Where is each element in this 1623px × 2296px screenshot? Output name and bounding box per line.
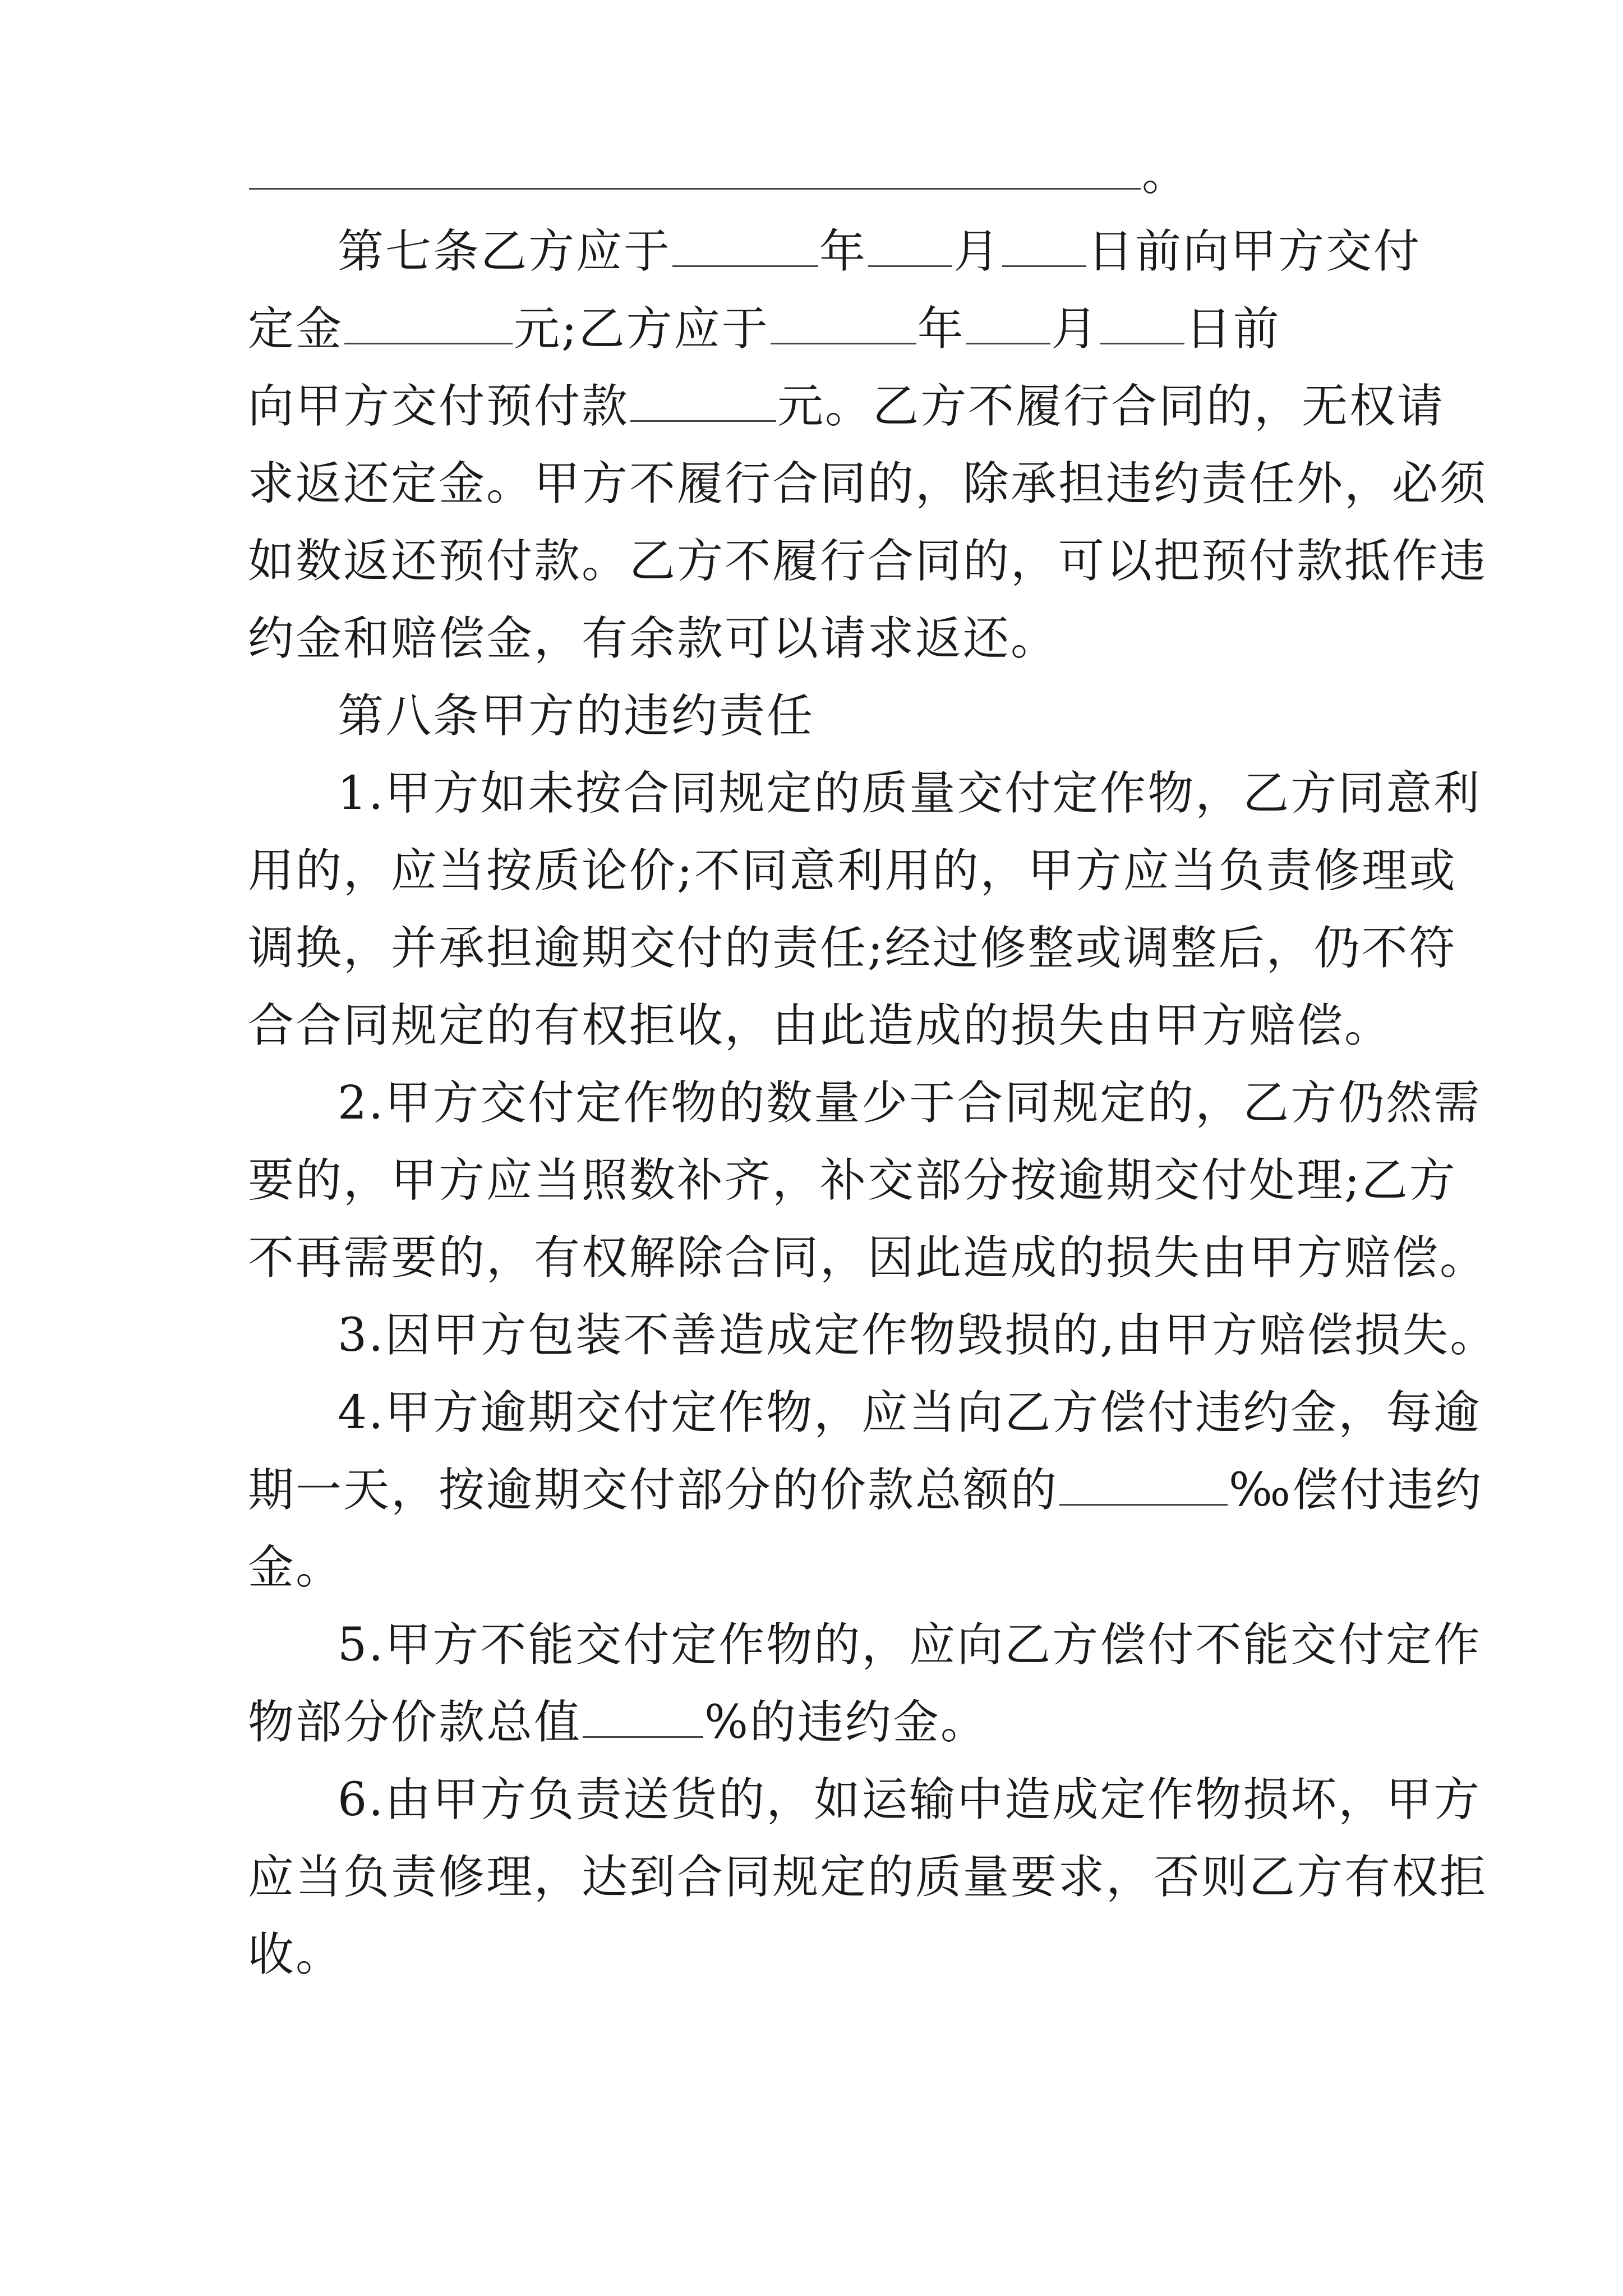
text-fragment: 第七条乙方应于 <box>338 225 672 278</box>
text-fragment: 年 <box>819 225 868 278</box>
text-fragment: 期一天，按逾期交付部分的价款总额的 <box>248 1464 1059 1517</box>
text-line <box>248 291 1392 368</box>
document-body <box>248 148 1498 1994</box>
text-line: 约金和赔偿金，有余款可以请求返还。 <box>248 612 1059 665</box>
item-2-line: 2.甲方交付定作物的数量少于合同规定的，乙方仍然需 <box>338 1076 1482 1130</box>
text-line <box>248 1684 1392 1761</box>
fill-in-blank <box>1100 307 1184 344</box>
text-fragment: 月 <box>953 225 1002 278</box>
fill-in-blank <box>249 152 1141 190</box>
item-3-line: 3.因甲方包装不善造成定作物毁损的,由甲方赔偿损失。 <box>338 1309 1498 1362</box>
text-fragment: ‰偿付违约 <box>1229 1464 1483 1517</box>
text-line <box>248 368 1445 445</box>
text-line: 金。 <box>248 1541 344 1594</box>
fill-in-blank <box>583 1700 703 1738</box>
text-fragment: 。 <box>1142 148 1190 201</box>
text-fragment: 物部分价款总值 <box>248 1696 582 1749</box>
fill-in-blank <box>966 307 1050 344</box>
fill-in-blank <box>868 229 952 267</box>
text-line: 求返还定金。甲方不履行合同的，除承担违约责任外，必须 <box>248 457 1488 510</box>
fill-in-blank <box>344 307 513 344</box>
text-line: 不再需要的，有权解除合同，因此造成的损失由甲方赔偿。 <box>248 1231 1488 1285</box>
text-line <box>248 1452 1483 1529</box>
text-fragment: 元;乙方应于 <box>514 302 769 356</box>
text-fragment: 年 <box>917 302 965 356</box>
text-line: 合合同规定的有权拒收，由此造成的损失由甲方赔偿。 <box>248 999 1393 1052</box>
text-fragment: 月 <box>1051 302 1099 356</box>
fill-in-blank <box>672 229 818 267</box>
fill-in-blank <box>1002 229 1086 267</box>
text-line: 调换，并承担逾期交付的责任;经过修整或调整后，仍不符 <box>248 922 1457 975</box>
text-fragment: %的违约金。 <box>704 1696 988 1749</box>
text-line <box>248 136 1392 213</box>
text-fragment: 定金 <box>248 302 344 356</box>
text-line: 收。 <box>248 1928 344 1981</box>
fill-in-blank <box>771 307 916 344</box>
text-line: 如数返还预付款。乙方不履行合同的，可以把预付款抵作违 <box>248 535 1488 588</box>
text-fragment: 日前 <box>1185 302 1281 356</box>
item-1-line: 1.甲方如未按合同规定的质量交付定作物，乙方同意利 <box>338 767 1482 820</box>
fill-in-blank <box>630 384 776 422</box>
item-4-line: 4.甲方逾期交付定作物，应当向乙方偿付违约金，每逾 <box>338 1386 1482 1439</box>
item-6-line: 6.由甲方负责送货的，如运输中造成定作物损坏，甲方 <box>338 1773 1482 1826</box>
clause-8-heading: 第八条甲方的违约责任 <box>338 689 815 743</box>
fill-in-blank <box>1059 1468 1228 1506</box>
text-fragment: 向甲方交付预付款 <box>248 380 630 433</box>
item-5-line: 5.甲方不能交付定作物的，应向乙方偿付不能交付定作 <box>338 1618 1482 1672</box>
text-line: 用的，应当按质论价;不同意利用的，甲方应当负责修理或 <box>248 844 1457 898</box>
text-fragment: 日前向甲方交付 <box>1087 225 1422 278</box>
text-line: 应当负责修理，达到合同规定的质量要求，否则乙方有权拒 <box>248 1851 1488 1904</box>
text-fragment: 元。乙方不履行合同的，无权请 <box>777 380 1445 433</box>
text-line: 要的，甲方应当照数补齐，补交部分按逾期交付处理;乙方 <box>248 1154 1457 1207</box>
clause-7-line <box>248 213 1422 291</box>
